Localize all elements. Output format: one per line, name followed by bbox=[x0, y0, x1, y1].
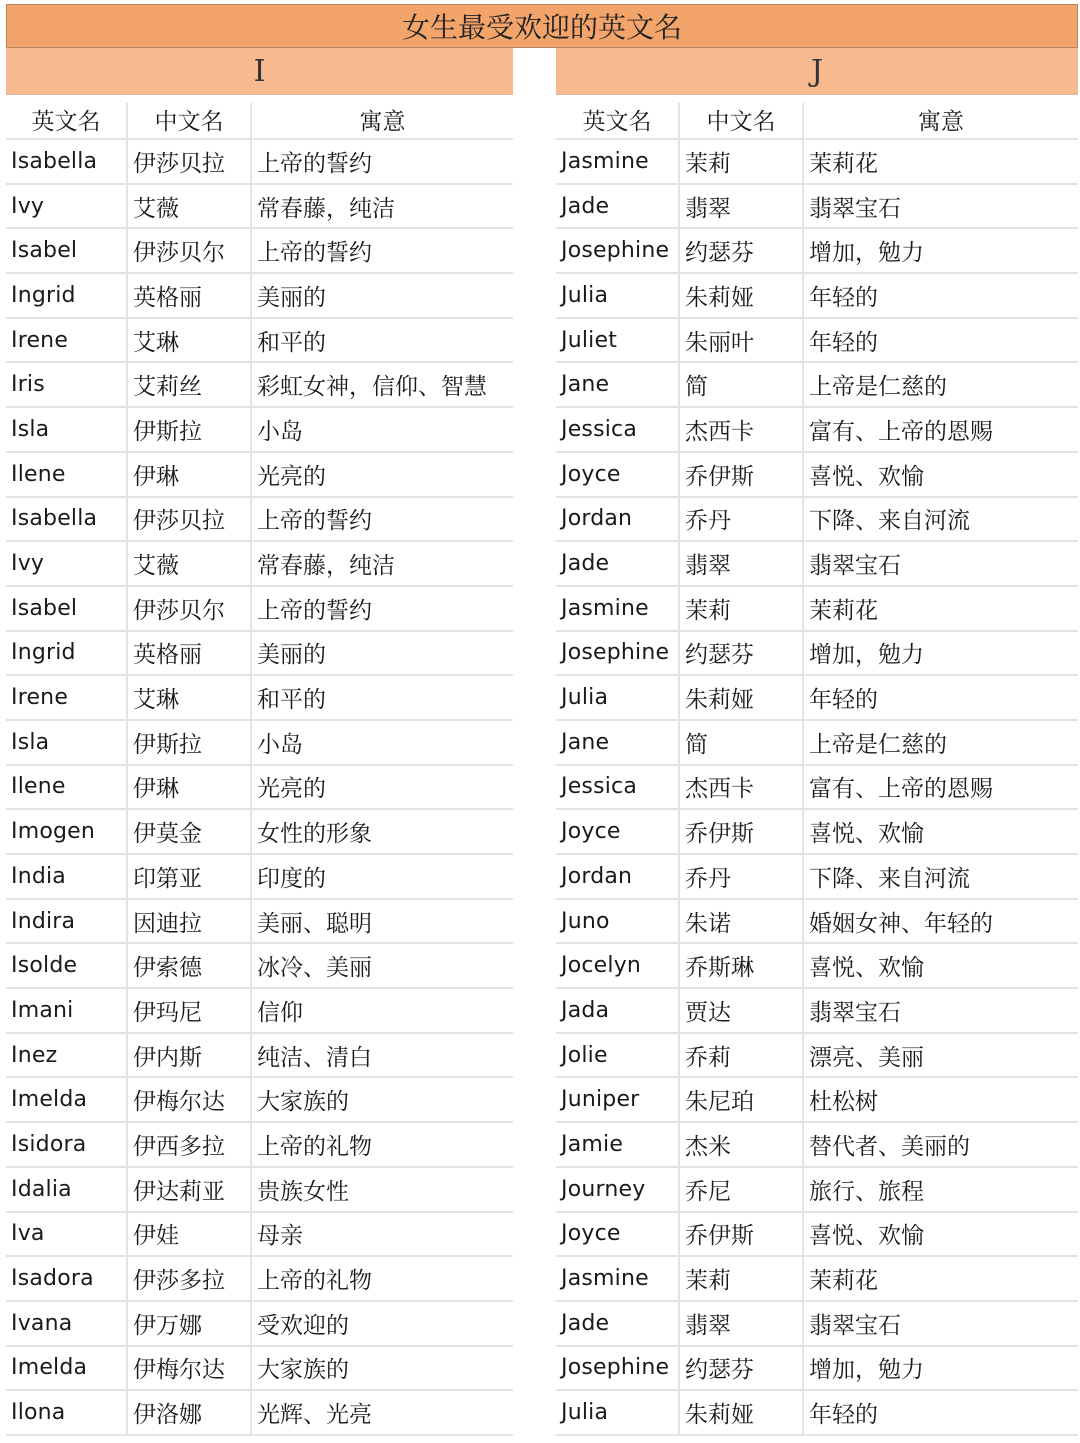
english-name-cell[interactable]: Jane bbox=[556, 721, 680, 764]
meaning-cell[interactable]: 冰冷、美丽 bbox=[257, 955, 372, 982]
column-header-row bbox=[556, 95, 1078, 140]
meaning-cell[interactable]: 上帝是仁慈的 bbox=[809, 731, 947, 758]
meaning-cell[interactable]: 年轻的 bbox=[809, 687, 878, 714]
english-name-cell[interactable]: Jada bbox=[556, 989, 680, 1032]
chinese-name-cell[interactable]: 约瑟芬 bbox=[680, 632, 804, 675]
table-row bbox=[556, 1213, 1078, 1258]
chinese-name-cell[interactable]: 伊莫金 bbox=[128, 810, 252, 853]
table-row bbox=[556, 185, 1078, 230]
table-row bbox=[6, 1302, 513, 1347]
meaning-cell[interactable]: 纯洁、清白 bbox=[257, 1044, 372, 1071]
meaning-cell[interactable]: 杜松树 bbox=[809, 1089, 878, 1116]
english-name-cell[interactable]: Jordan bbox=[556, 498, 680, 541]
table-row bbox=[556, 542, 1078, 587]
meaning-cell[interactable]: 富有、上帝的恩赐 bbox=[809, 418, 993, 445]
meaning-cell[interactable]: 上帝的誓约 bbox=[257, 150, 372, 177]
english-name-cell[interactable]: Jane bbox=[556, 363, 680, 406]
table-row bbox=[6, 185, 513, 230]
english-name-cell[interactable]: Jade bbox=[556, 542, 680, 585]
header-meaning: 寓意 bbox=[918, 109, 964, 135]
table-row bbox=[6, 1347, 513, 1392]
english-name-cell[interactable]: Journey bbox=[556, 1168, 680, 1211]
table-row bbox=[6, 944, 513, 989]
meaning-cell[interactable]: 母亲 bbox=[257, 1223, 303, 1250]
chinese-name-cell[interactable]: 朱莉娅 bbox=[680, 274, 804, 317]
chinese-name-cell[interactable]: 简 bbox=[680, 721, 804, 764]
english-name-cell[interactable]: Isolde bbox=[6, 944, 128, 987]
table-row bbox=[556, 319, 1078, 364]
meaning-cell[interactable]: 婚姻女神、年轻的 bbox=[809, 910, 993, 937]
english-name-cell[interactable]: Indira bbox=[6, 900, 128, 943]
meaning-cell[interactable]: 年轻的 bbox=[809, 329, 878, 356]
table-row bbox=[556, 140, 1078, 185]
english-name-cell[interactable]: Jasmine bbox=[556, 140, 680, 183]
chinese-name-cell[interactable]: 乔丹 bbox=[680, 498, 804, 541]
chinese-name-cell[interactable]: 伊梅尔达 bbox=[128, 1347, 252, 1390]
table-row bbox=[556, 944, 1078, 989]
english-name-cell[interactable]: Ingrid bbox=[6, 632, 128, 675]
chinese-name-cell[interactable]: 伊西多拉 bbox=[128, 1123, 252, 1166]
english-name-cell[interactable]: Jessica bbox=[556, 408, 680, 451]
table-row bbox=[6, 1034, 513, 1079]
chinese-name-cell[interactable]: 伊斯拉 bbox=[128, 721, 252, 764]
english-name-cell[interactable]: Isabel bbox=[6, 229, 128, 272]
meaning-cell[interactable]: 翡翠宝石 bbox=[809, 999, 901, 1026]
english-name-cell[interactable]: Juniper bbox=[556, 1078, 680, 1121]
table-row bbox=[556, 676, 1078, 721]
english-name-cell[interactable]: Jasmine bbox=[556, 1257, 680, 1300]
meaning-cell[interactable]: 年轻的 bbox=[809, 1402, 878, 1429]
chinese-name-cell[interactable]: 艾琳 bbox=[128, 676, 252, 719]
table-row bbox=[6, 140, 513, 185]
meaning-cell[interactable]: 贵族女性 bbox=[257, 1178, 349, 1205]
header-english-name: 英文名 bbox=[556, 103, 680, 138]
meaning-cell[interactable]: 喜悦、欢愉 bbox=[809, 463, 924, 490]
english-name-cell[interactable]: Imelda bbox=[6, 1078, 128, 1121]
meaning-cell[interactable]: 增加，勉力 bbox=[809, 642, 924, 669]
table-row bbox=[556, 855, 1078, 900]
chinese-name-cell[interactable]: 伊达莉亚 bbox=[128, 1168, 252, 1211]
table-row bbox=[556, 1257, 1078, 1302]
meaning-cell[interactable]: 翡翠宝石 bbox=[809, 553, 901, 580]
chinese-name-cell[interactable]: 艾薇 bbox=[128, 185, 252, 228]
chinese-name-cell[interactable]: 乔尼 bbox=[680, 1168, 804, 1211]
table-row bbox=[6, 810, 513, 855]
english-name-cell[interactable]: Jamie bbox=[556, 1123, 680, 1166]
chinese-name-cell[interactable]: 伊莎贝拉 bbox=[128, 140, 252, 183]
chinese-name-cell[interactable]: 印第亚 bbox=[128, 855, 252, 898]
english-name-cell[interactable]: Juliet bbox=[556, 319, 680, 362]
table-body bbox=[556, 140, 1078, 1436]
meaning-cell[interactable]: 茉莉花 bbox=[809, 597, 878, 624]
meaning-cell[interactable]: 彩虹女神，信仰、智慧 bbox=[257, 374, 487, 401]
meaning-cell[interactable]: 茉莉花 bbox=[809, 1268, 878, 1295]
meaning-cell[interactable]: 上帝的誓约 bbox=[257, 508, 372, 535]
chinese-name-cell[interactable]: 乔莉 bbox=[680, 1034, 804, 1077]
meaning-cell[interactable]: 茉莉花 bbox=[809, 150, 878, 177]
chinese-name-cell[interactable]: 伊斯拉 bbox=[128, 408, 252, 451]
english-name-cell[interactable]: Ingrid bbox=[6, 274, 128, 317]
english-name-cell[interactable]: Joyce bbox=[556, 810, 680, 853]
chinese-name-cell[interactable]: 英格丽 bbox=[128, 274, 252, 317]
table-row bbox=[556, 587, 1078, 632]
table-row bbox=[556, 229, 1078, 274]
table-row bbox=[6, 319, 513, 364]
chinese-name-cell[interactable]: 伊万娜 bbox=[128, 1302, 252, 1345]
meaning-cell[interactable]: 常春藤，纯洁 bbox=[257, 195, 395, 222]
meaning-cell[interactable]: 替代者、美丽的 bbox=[809, 1133, 970, 1160]
meaning-cell[interactable]: 上帝的誓约 bbox=[257, 597, 372, 624]
english-name-cell[interactable]: Inez bbox=[6, 1034, 128, 1077]
table-row bbox=[6, 363, 513, 408]
table-row bbox=[6, 676, 513, 721]
meaning-cell[interactable]: 翡翠宝石 bbox=[809, 1312, 901, 1339]
chinese-name-cell[interactable]: 艾琳 bbox=[128, 319, 252, 362]
english-name-cell[interactable]: Ilene bbox=[6, 453, 128, 496]
meaning-cell[interactable]: 上帝的礼物 bbox=[257, 1133, 372, 1160]
table-row bbox=[556, 1347, 1078, 1392]
english-name-cell[interactable]: Joyce bbox=[556, 1213, 680, 1256]
chinese-name-cell[interactable]: 伊莎贝尔 bbox=[128, 229, 252, 272]
meaning-cell[interactable]: 上帝的誓约 bbox=[257, 240, 372, 267]
table-row bbox=[6, 453, 513, 498]
table-row bbox=[6, 1078, 513, 1123]
table-row bbox=[556, 363, 1078, 408]
meaning-cell[interactable]: 大家族的 bbox=[257, 1357, 349, 1384]
chinese-name-cell[interactable]: 茉莉 bbox=[680, 140, 804, 183]
english-name-cell[interactable]: Jade bbox=[556, 185, 680, 228]
table-row bbox=[6, 587, 513, 632]
english-name-cell[interactable]: Idalia bbox=[6, 1168, 128, 1211]
table-row bbox=[6, 989, 513, 1034]
english-name-cell[interactable]: Isidora bbox=[6, 1123, 128, 1166]
table-row bbox=[556, 721, 1078, 766]
english-name-cell[interactable]: Josephine bbox=[556, 1347, 680, 1390]
meaning-cell[interactable]: 喜悦、欢愉 bbox=[809, 1223, 924, 1250]
english-name-cell[interactable]: Julia bbox=[556, 274, 680, 317]
table-row bbox=[6, 1168, 513, 1213]
chinese-name-cell[interactable]: 乔伊斯 bbox=[680, 1213, 804, 1256]
table-row bbox=[6, 721, 513, 766]
chinese-name-cell[interactable]: 翡翠 bbox=[680, 542, 804, 585]
table-row bbox=[6, 900, 513, 945]
chinese-name-cell[interactable]: 乔丹 bbox=[680, 855, 804, 898]
english-name-cell[interactable]: Imogen bbox=[6, 810, 128, 853]
chinese-name-cell[interactable]: 英格丽 bbox=[128, 632, 252, 675]
meaning-cell[interactable]: 美丽的 bbox=[257, 642, 326, 669]
header-chinese-name: 中文名 bbox=[128, 103, 252, 138]
table-row bbox=[6, 766, 513, 811]
table-row bbox=[6, 408, 513, 453]
english-name-cell[interactable]: Ilona bbox=[6, 1391, 128, 1434]
chinese-name-cell[interactable]: 朱莉娅 bbox=[680, 676, 804, 719]
chinese-name-cell[interactable]: 艾莉丝 bbox=[128, 363, 252, 406]
meaning-cell[interactable]: 喜悦、欢愉 bbox=[809, 955, 924, 982]
table-row bbox=[6, 1123, 513, 1168]
english-name-cell[interactable]: Isabella bbox=[6, 140, 128, 183]
chinese-name-cell[interactable]: 乔伊斯 bbox=[680, 810, 804, 853]
header-meaning: 寓意 bbox=[359, 109, 406, 135]
chinese-name-cell[interactable]: 艾薇 bbox=[128, 542, 252, 585]
meaning-cell[interactable]: 常春藤，纯洁 bbox=[257, 553, 395, 580]
names-table-j bbox=[556, 48, 1078, 1436]
chinese-name-cell[interactable]: 约瑟芬 bbox=[680, 1347, 804, 1390]
meaning-cell[interactable]: 年轻的 bbox=[809, 284, 878, 311]
header-english-name: 英文名 bbox=[6, 103, 128, 138]
english-name-cell[interactable]: Julia bbox=[556, 1391, 680, 1434]
chinese-name-cell[interactable]: 伊莎贝拉 bbox=[128, 498, 252, 541]
english-name-cell[interactable]: Josephine bbox=[556, 229, 680, 272]
meaning-cell[interactable]: 下降、来自河流 bbox=[809, 865, 970, 892]
chinese-name-cell[interactable]: 茉莉 bbox=[680, 587, 804, 630]
meaning-cell[interactable]: 喜悦、欢愉 bbox=[809, 821, 924, 848]
letter-header-i: I bbox=[6, 48, 513, 95]
chinese-name-cell[interactable]: 伊玛尼 bbox=[128, 989, 252, 1032]
chinese-name-cell[interactable]: 伊莎多拉 bbox=[128, 1257, 252, 1300]
chinese-name-cell[interactable]: 乔斯琳 bbox=[680, 944, 804, 987]
chinese-name-cell[interactable]: 因迪拉 bbox=[128, 900, 252, 943]
meaning-cell[interactable]: 旅行、旅程 bbox=[809, 1178, 924, 1205]
english-name-cell[interactable]: Ilene bbox=[6, 766, 128, 809]
english-name-cell[interactable]: Jade bbox=[556, 1302, 680, 1345]
english-name-cell[interactable]: Isabel bbox=[6, 587, 128, 630]
names-table-i bbox=[6, 48, 513, 1436]
column-gap bbox=[513, 48, 556, 1443]
table-body bbox=[6, 140, 513, 1436]
chinese-name-cell[interactable]: 伊索德 bbox=[128, 944, 252, 987]
table-row bbox=[556, 766, 1078, 811]
meaning-cell[interactable]: 漂亮、美丽 bbox=[809, 1044, 924, 1071]
meaning-cell[interactable]: 和平的 bbox=[257, 687, 326, 714]
table-row bbox=[556, 900, 1078, 945]
table-row bbox=[6, 274, 513, 319]
chinese-name-cell[interactable]: 伊莎贝尔 bbox=[128, 587, 252, 630]
english-name-cell[interactable]: Isadora bbox=[6, 1257, 128, 1300]
meaning-cell[interactable]: 美丽、聪明 bbox=[257, 910, 372, 937]
table-row bbox=[556, 498, 1078, 543]
chinese-name-cell[interactable]: 朱莉娅 bbox=[680, 1391, 804, 1434]
meaning-cell[interactable]: 大家族的 bbox=[257, 1089, 349, 1116]
english-name-cell[interactable]: Iris bbox=[6, 363, 128, 406]
meaning-cell[interactable]: 美丽的 bbox=[257, 284, 326, 311]
english-name-cell[interactable]: Ivana bbox=[6, 1302, 128, 1345]
meaning-cell[interactable]: 女性的形象 bbox=[257, 821, 372, 848]
column-header-row bbox=[6, 95, 513, 140]
sheet-title: 女生最受欢迎的英文名 bbox=[6, 4, 1078, 48]
chinese-name-cell[interactable]: 翡翠 bbox=[680, 1302, 804, 1345]
english-name-cell[interactable]: Jessica bbox=[556, 766, 680, 809]
chinese-name-cell[interactable]: 约瑟芬 bbox=[680, 229, 804, 272]
chinese-name-cell[interactable]: 杰米 bbox=[680, 1123, 804, 1166]
english-name-cell[interactable]: Joyce bbox=[556, 453, 680, 496]
english-name-cell[interactable]: Ivy bbox=[6, 185, 128, 228]
table-row bbox=[556, 989, 1078, 1034]
english-name-cell[interactable]: Julia bbox=[556, 676, 680, 719]
english-name-cell[interactable]: Isla bbox=[6, 721, 128, 764]
english-name-cell[interactable]: India bbox=[6, 855, 128, 898]
chinese-name-cell[interactable]: 杰西卡 bbox=[680, 766, 804, 809]
table-row bbox=[556, 274, 1078, 319]
english-name-cell[interactable]: Isla bbox=[6, 408, 128, 451]
meaning-cell[interactable]: 受欢迎的 bbox=[257, 1312, 349, 1339]
meaning-cell[interactable]: 翡翠宝石 bbox=[809, 195, 901, 222]
chinese-name-cell[interactable]: 伊梅尔达 bbox=[128, 1078, 252, 1121]
meaning-cell[interactable]: 光亮的 bbox=[257, 463, 326, 490]
meaning-cell[interactable]: 富有、上帝的恩赐 bbox=[809, 776, 993, 803]
meaning-cell[interactable]: 上帝是仁慈的 bbox=[809, 374, 947, 401]
chinese-name-cell[interactable]: 朱尼珀 bbox=[680, 1078, 804, 1121]
chinese-name-cell[interactable]: 伊娃 bbox=[128, 1213, 252, 1256]
english-name-cell[interactable]: Imelda bbox=[6, 1347, 128, 1390]
table-row bbox=[556, 1302, 1078, 1347]
chinese-name-cell[interactable]: 翡翠 bbox=[680, 185, 804, 228]
chinese-name-cell[interactable]: 杰西卡 bbox=[680, 408, 804, 451]
english-name-cell[interactable]: Jolie bbox=[556, 1034, 680, 1077]
meaning-cell[interactable]: 信仰 bbox=[257, 999, 303, 1026]
table-row bbox=[556, 1123, 1078, 1168]
meaning-cell[interactable]: 增加，勉力 bbox=[809, 240, 924, 267]
table-row bbox=[6, 855, 513, 900]
chinese-name-cell[interactable]: 伊琳 bbox=[128, 766, 252, 809]
chinese-name-cell[interactable]: 茉莉 bbox=[680, 1257, 804, 1300]
english-name-cell[interactable]: Irene bbox=[6, 676, 128, 719]
english-name-cell[interactable]: Jocelyn bbox=[556, 944, 680, 987]
table-row bbox=[6, 1213, 513, 1258]
chinese-name-cell[interactable]: 伊洛娜 bbox=[128, 1391, 252, 1434]
english-name-cell[interactable]: Ivy bbox=[6, 542, 128, 585]
english-name-cell[interactable]: Iva bbox=[6, 1213, 128, 1256]
english-name-cell[interactable]: Josephine bbox=[556, 632, 680, 675]
table-row bbox=[556, 408, 1078, 453]
chinese-name-cell[interactable]: 贾达 bbox=[680, 989, 804, 1032]
meaning-cell[interactable]: 光辉、光亮 bbox=[257, 1402, 372, 1429]
english-name-cell[interactable]: Jordan bbox=[556, 855, 680, 898]
meaning-cell[interactable]: 上帝的礼物 bbox=[257, 1268, 372, 1295]
table-row bbox=[556, 1078, 1078, 1123]
chinese-name-cell[interactable]: 伊琳 bbox=[128, 453, 252, 496]
english-name-cell[interactable]: Isabella bbox=[6, 498, 128, 541]
english-name-cell[interactable]: Juno bbox=[556, 900, 680, 943]
table-row bbox=[556, 1391, 1078, 1436]
table-row bbox=[6, 1257, 513, 1302]
meaning-cell[interactable]: 和平的 bbox=[257, 329, 326, 356]
table-row bbox=[6, 1391, 513, 1436]
table-row bbox=[6, 498, 513, 543]
english-name-cell[interactable]: Jasmine bbox=[556, 587, 680, 630]
table-row bbox=[556, 453, 1078, 498]
letter-header-j: J bbox=[556, 48, 1078, 95]
meaning-cell[interactable]: 小岛 bbox=[257, 731, 303, 758]
table-row bbox=[6, 542, 513, 587]
chinese-name-cell[interactable]: 乔伊斯 bbox=[680, 453, 804, 496]
chinese-name-cell[interactable]: 伊内斯 bbox=[128, 1034, 252, 1077]
table-row bbox=[556, 1034, 1078, 1079]
header-chinese-name: 中文名 bbox=[680, 103, 804, 138]
meaning-cell[interactable]: 下降、来自河流 bbox=[809, 508, 970, 535]
meaning-cell[interactable]: 增加，勉力 bbox=[809, 1357, 924, 1384]
table-row bbox=[6, 632, 513, 677]
table-row bbox=[556, 632, 1078, 677]
table-row bbox=[556, 1168, 1078, 1213]
meaning-cell[interactable]: 小岛 bbox=[257, 418, 303, 445]
english-name-cell[interactable]: Imani bbox=[6, 989, 128, 1032]
table-row bbox=[6, 229, 513, 274]
table-row bbox=[556, 810, 1078, 855]
english-name-cell[interactable]: Irene bbox=[6, 319, 128, 362]
meaning-cell[interactable]: 光亮的 bbox=[257, 776, 326, 803]
chinese-name-cell[interactable]: 简 bbox=[680, 363, 804, 406]
chinese-name-cell[interactable]: 朱丽叶 bbox=[680, 319, 804, 362]
meaning-cell[interactable]: 印度的 bbox=[257, 865, 326, 892]
chinese-name-cell[interactable]: 朱诺 bbox=[680, 900, 804, 943]
